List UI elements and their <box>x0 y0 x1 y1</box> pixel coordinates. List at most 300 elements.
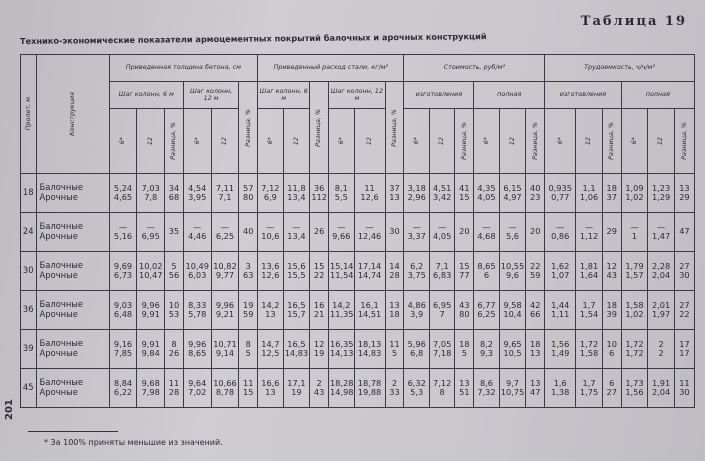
cell-value: 2,04 <box>651 387 671 397</box>
cell-value: 29 <box>679 192 690 202</box>
header-col-6: 6* <box>474 109 499 174</box>
cell-value: 15 <box>459 192 470 202</box>
cell-value: 2 <box>658 338 664 349</box>
cell-value: 2,96 <box>407 192 426 202</box>
footnote: * За 100% приняты меньшие из значений. <box>44 438 223 447</box>
value-cell <box>239 291 258 330</box>
cell-value: 6,25 <box>215 231 235 241</box>
cell-value: 42 <box>530 299 541 310</box>
cell-value: 11 <box>243 377 254 388</box>
value-cell <box>385 252 404 291</box>
value-cell <box>211 369 239 408</box>
cell-value: 13 <box>389 192 400 202</box>
cell-value: 4,68 <box>477 231 496 241</box>
cell-value: 1,38 <box>551 387 570 397</box>
cell-value: 16,35 <box>330 338 354 349</box>
header-thickness-step12: Шаг колонн, 12 м <box>183 82 238 109</box>
cell-value: 7,85 <box>113 348 133 358</box>
value-cell <box>576 369 603 408</box>
cell-value: 1,58 <box>625 299 644 310</box>
cell-value: 6,95 <box>433 299 452 310</box>
cell-value: 1,79 <box>625 260 644 271</box>
header-diff: Разница, % <box>602 109 621 174</box>
value-cell <box>621 369 648 408</box>
cell-value: 14,13 <box>330 348 354 358</box>
cell-value: 7,02 <box>188 387 207 397</box>
header-labor-full: полная <box>621 82 694 109</box>
value-cell <box>165 291 184 330</box>
value-cell <box>621 291 648 330</box>
value-cell <box>621 213 648 252</box>
construction-name: Балочные <box>39 221 84 232</box>
cell-value: 13 <box>265 387 276 397</box>
value-cell <box>526 252 545 291</box>
value-cell <box>602 174 621 213</box>
cell-value: 8 <box>171 338 177 349</box>
value-cell <box>183 330 211 369</box>
cell-value: 47 <box>530 387 541 397</box>
cell-value: 18 <box>389 309 400 319</box>
cell-value: 16 <box>313 299 325 310</box>
cell-value: 1,02 <box>625 309 644 319</box>
cell-value: 17,1 <box>287 377 306 388</box>
cell-value: 4,54 <box>188 182 207 193</box>
cell-value: 9,91 <box>141 309 160 319</box>
cell-value: 8,65 <box>188 348 207 358</box>
value-cell <box>404 369 429 408</box>
cell-value: 15,7 <box>287 309 306 319</box>
value-cell <box>576 291 603 330</box>
header-steel-step12: Шаг колонн, 12 м <box>329 82 386 109</box>
header-diff: Разница, % <box>165 109 184 174</box>
cell-value: 29 <box>606 226 617 237</box>
cell-value: 3,9 <box>410 309 424 319</box>
cell-value: 9,91 <box>141 338 160 349</box>
cell-value: 1,02 <box>625 192 644 202</box>
value-cell <box>165 330 184 369</box>
cell-value: 4,51 <box>433 182 452 193</box>
value-cell <box>329 291 354 330</box>
value-cell <box>354 369 385 408</box>
value-cell <box>329 252 354 291</box>
value-cell <box>404 291 429 330</box>
cell-value: 6,32 <box>407 377 426 388</box>
table-row <box>21 330 695 369</box>
value-cell <box>354 252 385 291</box>
cell-value: 43 <box>459 299 470 310</box>
cell-value: 7,98 <box>141 387 160 397</box>
cell-value: 3,75 <box>407 270 426 280</box>
value-cell <box>648 291 675 330</box>
cell-value: 8,2 <box>479 338 493 349</box>
value-cell <box>602 252 621 291</box>
value-cell <box>674 252 694 291</box>
cell-value: 3,37 <box>407 231 426 241</box>
value-cell <box>211 330 239 369</box>
value-cell <box>429 369 454 408</box>
cell-value: 8,65 <box>477 260 496 271</box>
cell-value: 14 <box>389 260 400 271</box>
value-cell <box>310 330 329 369</box>
value-cell <box>283 369 310 408</box>
cell-value: 1,58 <box>579 348 599 358</box>
cell-value: 43 <box>606 270 617 280</box>
cell-value: 15,14 <box>330 260 354 271</box>
value-cell <box>455 213 474 252</box>
value-cell <box>429 252 454 291</box>
value-cell <box>674 213 694 252</box>
construction-name: Арочные <box>39 348 78 358</box>
cell-value: 10,5 <box>503 348 522 358</box>
cell-value: 1,23 <box>651 182 671 193</box>
cell-value: 13,6 <box>261 260 280 271</box>
value-cell <box>429 291 454 330</box>
header-thickness-step6: Шаг колонн, 6 м <box>109 82 183 109</box>
value-cell <box>499 213 526 252</box>
cell-value: 8,84 <box>113 377 133 388</box>
value-cell <box>474 213 499 252</box>
header-col-12: 12 <box>354 109 385 174</box>
cell-value: 14,51 <box>357 309 382 319</box>
cell-value: 6,95 <box>141 231 160 241</box>
cell-value: 7,1 <box>218 192 232 202</box>
construction-name: Арочные <box>39 192 78 202</box>
value-cell <box>258 174 283 213</box>
header-col-12: 12 <box>283 109 310 174</box>
cell-value: — <box>220 221 230 232</box>
value-cell <box>526 213 545 252</box>
footnote-rule <box>28 431 118 432</box>
cell-value: 80 <box>459 309 470 319</box>
cell-value: 15 <box>243 387 254 397</box>
header-span: Пролет, м <box>21 55 37 174</box>
value-cell <box>283 174 310 213</box>
cell-value: — <box>365 221 374 232</box>
header-diff: Разница, % <box>239 82 258 174</box>
cell-value: 10,6 <box>261 231 280 241</box>
cell-value: 4,05 <box>433 231 452 241</box>
value-cell <box>385 174 404 213</box>
value-cell <box>455 291 474 330</box>
header-thickness: Приведенная толщина бетона, см <box>109 55 257 82</box>
cell-value: — <box>146 221 155 232</box>
cell-value: 1,44 <box>551 299 570 310</box>
cell-value: — <box>412 221 421 232</box>
cell-value: 13 <box>459 377 470 388</box>
cell-value: 41 <box>459 182 470 193</box>
cell-value: 1,57 <box>625 270 644 280</box>
construction-name: Арочные <box>39 387 78 397</box>
header-diff: Разница, % <box>526 109 545 174</box>
value-cell <box>239 174 258 213</box>
cell-value: 6,73 <box>113 270 133 280</box>
value-cell <box>429 213 454 252</box>
cell-value: 6 <box>609 348 615 358</box>
cell-value: 13,4 <box>287 192 306 202</box>
page-number: 201 <box>4 399 15 420</box>
cell-value: 36 <box>313 182 325 193</box>
cell-value: 20 <box>530 226 541 237</box>
cell-value: — <box>292 221 301 232</box>
cell-value: 9,96 <box>141 299 160 310</box>
value-cell <box>109 369 137 408</box>
span-cell: 24 <box>21 213 37 252</box>
cell-value: 30 <box>679 270 690 280</box>
cell-value: 7,05 <box>433 338 452 349</box>
cell-value: 7,32 <box>477 387 496 397</box>
table-number: Таблица 19 <box>580 14 687 29</box>
value-cell <box>648 369 675 408</box>
header-col-12: 12 <box>576 109 603 174</box>
value-cell <box>526 174 545 213</box>
value-cell <box>329 330 354 369</box>
cell-value: 14,83 <box>284 348 309 358</box>
cell-value: 26 <box>313 226 325 237</box>
value-cell <box>165 252 184 291</box>
cell-value: — <box>656 221 666 232</box>
cell-value: 11,35 <box>330 309 354 319</box>
cell-value: 2,01 <box>651 299 671 310</box>
header-cost: Стоимость, руб/м² <box>404 55 545 82</box>
cell-value: 1,29 <box>651 192 671 202</box>
cell-value: 10,49 <box>185 260 209 271</box>
value-cell <box>576 252 603 291</box>
value-cell <box>474 330 499 369</box>
value-cell <box>602 291 621 330</box>
value-cell <box>211 213 239 252</box>
cell-value: 40 <box>530 182 541 193</box>
cell-value: 19,88 <box>357 387 382 397</box>
cell-value: 2,04 <box>651 270 671 280</box>
cell-value: 10,71 <box>213 338 237 349</box>
cell-value: — <box>584 221 594 232</box>
cell-value: 9,21 <box>215 309 235 319</box>
cell-value: 7,11 <box>215 182 235 193</box>
cell-value: 11 <box>679 377 690 388</box>
cell-value: 13 <box>679 182 690 193</box>
cell-value: — <box>438 221 447 232</box>
value-cell <box>283 252 310 291</box>
cell-value: — <box>337 221 346 232</box>
cell-value: 11,54 <box>330 270 354 280</box>
header-col-12: 12 <box>137 109 165 174</box>
value-cell <box>165 174 184 213</box>
header-col-12: 12 <box>499 109 526 174</box>
value-cell <box>621 330 648 369</box>
cell-value: 16,6 <box>261 377 280 388</box>
cell-value: 13 <box>530 377 541 388</box>
cell-value: 1,6 <box>553 377 567 388</box>
cell-value: 2 <box>391 377 398 388</box>
cell-value: 30 <box>679 387 690 397</box>
cell-value: 30 <box>389 226 400 237</box>
value-cell <box>354 291 385 330</box>
cell-value: 27 <box>606 387 617 397</box>
cell-value: 39 <box>606 309 617 319</box>
value-cell <box>109 291 137 330</box>
value-cell <box>499 174 526 213</box>
cell-value: 28 <box>168 387 180 397</box>
cell-value: 43 <box>313 387 325 397</box>
cell-value: 5 <box>171 260 177 271</box>
value-cell <box>499 369 526 408</box>
value-cell <box>329 369 354 408</box>
value-cell <box>211 252 239 291</box>
construction-name: Арочные <box>39 270 78 280</box>
cell-value: 8,1 <box>334 182 348 193</box>
cell-value: 19 <box>243 299 254 310</box>
table-title: Технико-экономические показатели армоцементных покрытий балочных и арочных конструкций <box>19 31 487 46</box>
cell-value: 1,49 <box>551 348 570 358</box>
cell-value: 9,96 <box>215 299 235 310</box>
header-col-12: 12 <box>211 109 239 174</box>
value-cell <box>674 330 694 369</box>
cell-value: 16,1 <box>360 299 379 310</box>
header-labor-manufacture: изготовления <box>545 82 621 109</box>
header-diff: Разница, % <box>310 82 329 174</box>
cell-value: 12,46 <box>357 231 382 241</box>
value-cell <box>404 252 429 291</box>
construction-cell <box>36 291 109 330</box>
cell-value: 5,5 <box>334 192 348 202</box>
cell-value: 5,78 <box>188 309 207 319</box>
value-cell <box>429 330 454 369</box>
value-cell <box>258 330 283 369</box>
cell-value: 15 <box>313 260 325 271</box>
cell-value: 1,56 <box>551 338 570 349</box>
cell-value: 9,14 <box>215 348 235 358</box>
header-diff: Разница, % <box>674 109 694 174</box>
cell-value: 9,64 <box>188 377 207 388</box>
cell-value: 12 <box>606 260 617 271</box>
cell-value: 14,98 <box>330 387 354 397</box>
header-col-6: 6* <box>621 109 648 174</box>
value-cell <box>183 213 211 252</box>
value-cell <box>545 213 576 252</box>
cell-value: 1,56 <box>625 387 644 397</box>
cell-value: 9,68 <box>141 377 160 388</box>
value-cell <box>576 330 603 369</box>
cell-value: 5,16 <box>113 231 133 241</box>
cell-value: 59 <box>530 270 541 280</box>
cell-value: 27 <box>679 260 690 271</box>
cell-value: 10,02 <box>138 260 163 271</box>
cell-value: 11 <box>168 377 180 388</box>
cell-value: 6,48 <box>113 309 133 319</box>
value-cell <box>602 213 621 252</box>
value-cell <box>283 330 310 369</box>
value-cell <box>648 252 675 291</box>
cell-value: 53 <box>168 309 180 319</box>
value-cell <box>576 213 603 252</box>
cell-value: 6,9 <box>263 192 277 202</box>
cell-value: 1,75 <box>579 387 599 397</box>
cell-value: 22 <box>679 309 690 319</box>
value-cell <box>455 174 474 213</box>
header-diff: Разница, % <box>385 82 404 174</box>
value-cell <box>258 369 283 408</box>
cell-value: 7,8 <box>144 192 158 202</box>
cell-value: 8,78 <box>215 387 235 397</box>
construction-name: Балочные <box>39 182 84 193</box>
cell-value: 12,6 <box>360 192 379 202</box>
table-row <box>21 213 695 252</box>
cell-value: 1,54 <box>579 309 599 319</box>
cell-value: 1,72 <box>625 338 644 349</box>
construction-cell <box>36 174 109 213</box>
value-cell <box>183 174 211 213</box>
value-cell <box>545 291 576 330</box>
cell-value: — <box>193 221 202 232</box>
value-cell <box>602 369 621 408</box>
cell-value: 9,69 <box>113 260 133 271</box>
value-cell <box>283 213 310 252</box>
cell-value: 1,72 <box>625 348 644 358</box>
cell-value: 7 <box>439 309 445 319</box>
value-cell <box>310 369 329 408</box>
value-cell <box>455 252 474 291</box>
cell-value: — <box>482 221 491 232</box>
value-cell <box>165 369 184 408</box>
cell-value: 77 <box>459 270 470 280</box>
cell-value: 68 <box>168 192 180 202</box>
cell-value: 7,12 <box>261 182 280 193</box>
cell-value: 21 <box>313 309 325 319</box>
value-cell <box>674 291 694 330</box>
cell-value: 10,55 <box>500 260 525 271</box>
cell-value: 4,05 <box>477 192 496 202</box>
cell-value: 5,24 <box>113 182 133 193</box>
cell-value: 19 <box>291 387 302 397</box>
span-cell: 45 <box>21 369 37 408</box>
cell-value: 7,12 <box>433 377 452 388</box>
cell-value: 11 <box>364 182 375 193</box>
header-cost-full: полная <box>474 82 545 109</box>
value-cell <box>354 213 385 252</box>
value-cell <box>474 252 499 291</box>
cell-value: 10,82 <box>213 260 237 271</box>
cell-value: 22 <box>313 270 325 280</box>
construction-name: Балочные <box>39 260 84 271</box>
table-row <box>21 369 695 408</box>
cell-value: 6,22 <box>113 387 133 397</box>
value-cell <box>211 291 239 330</box>
value-cell <box>648 174 675 213</box>
cell-value: 6,77 <box>477 299 496 310</box>
value-cell <box>621 252 648 291</box>
cell-value: 4,86 <box>407 299 426 310</box>
cell-value: 7,03 <box>141 182 160 193</box>
cell-value: 6,15 <box>503 182 522 193</box>
value-cell <box>137 213 165 252</box>
cell-value: 40 <box>243 226 254 237</box>
value-cell <box>137 174 165 213</box>
header-col-6: 6* <box>329 109 354 174</box>
value-cell <box>258 213 283 252</box>
cell-value: 1,11 <box>551 309 570 319</box>
cell-value: 3,18 <box>407 182 426 193</box>
value-cell <box>648 213 675 252</box>
header-steel: Приведенный расход стали, кг/м² <box>258 55 404 82</box>
cell-value: 8 <box>245 338 251 349</box>
cell-value: 5,6 <box>506 231 520 241</box>
data-table <box>20 54 695 408</box>
header-col-12: 12 <box>429 109 454 174</box>
cell-value: 14,83 <box>357 348 382 358</box>
cell-value: 15,5 <box>287 270 306 280</box>
cell-value: 1 <box>631 231 638 241</box>
cell-value: 11,8 <box>287 182 306 193</box>
